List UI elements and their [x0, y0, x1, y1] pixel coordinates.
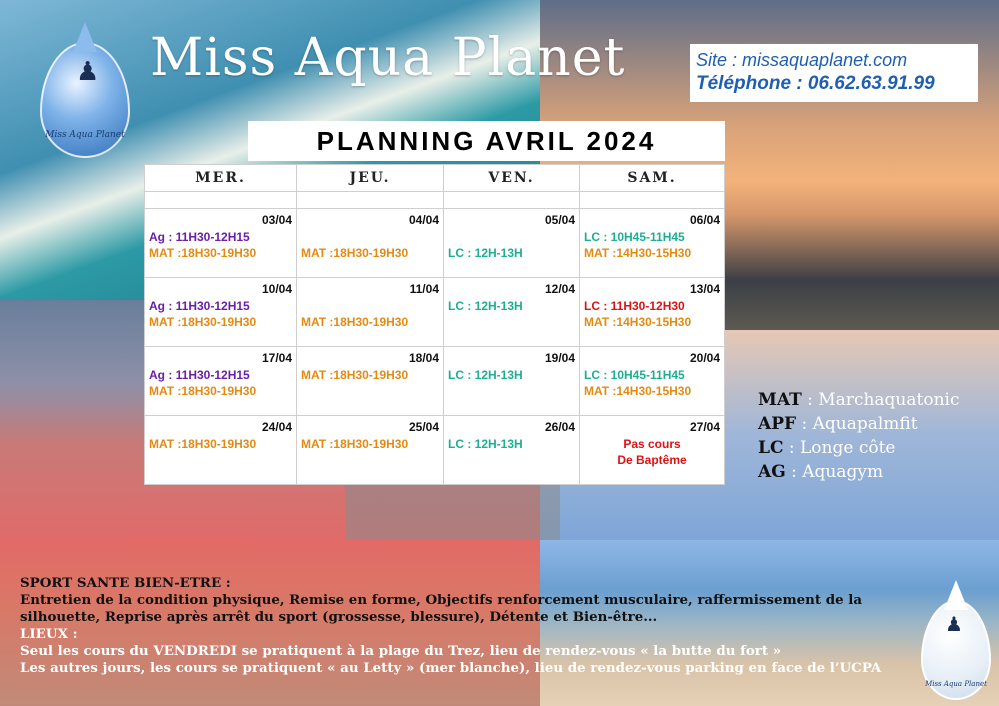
legend-abbr: LC — [758, 438, 784, 458]
separator-row — [145, 192, 725, 209]
day-cell — [297, 209, 444, 278]
legend-desc: : Aquapalmfit — [796, 414, 918, 434]
session-text: Ag : 11H30-12H15 — [149, 230, 250, 244]
cell-date: 24/04 — [261, 420, 292, 434]
legend-item — [758, 388, 959, 412]
day-cell — [145, 347, 297, 416]
session-text: LC : 12H-13H — [448, 368, 523, 382]
session-text: LC : 11H30-12H30 — [584, 299, 685, 313]
session-text — [448, 452, 575, 468]
session-text: Pas cours — [623, 437, 681, 451]
cell-date: 04/04 — [408, 213, 439, 227]
legend-abbr: AG — [758, 462, 786, 482]
cell-date: 03/04 — [261, 213, 292, 227]
day-cell — [297, 347, 444, 416]
legend-abbr: APF — [758, 414, 797, 434]
session-text: LC : 12H-13H — [448, 299, 523, 313]
session-text: MAT :14H30-15H30 — [584, 246, 692, 260]
cell-date: 10/04 — [261, 282, 292, 296]
legend-desc: : Marchaquatonic — [801, 390, 960, 410]
telephone-text[interactable]: Téléphone : 06.62.63.91.99 — [696, 73, 935, 94]
session-text: MAT :18H30-19H30 — [149, 384, 257, 398]
cell-date: 13/04 — [689, 282, 720, 296]
cell-date: 20/04 — [689, 351, 720, 365]
planning-calendar — [144, 164, 725, 485]
session-text — [301, 229, 439, 245]
session-text — [301, 452, 439, 468]
session-text: De Baptême — [617, 453, 687, 467]
day-header: MER. — [145, 165, 297, 192]
cell-date: 18/04 — [408, 351, 439, 365]
sport-heading: SPORT SANTE BIEN-ETRE : — [20, 575, 231, 591]
session-text — [301, 298, 439, 314]
day-cell — [580, 278, 725, 347]
day-cell — [580, 416, 725, 485]
cell-date: 26/04 — [544, 420, 575, 434]
planning-title: PLANNING AVRIL 2024 — [248, 121, 725, 161]
day-cell — [297, 278, 444, 347]
cell-date: 12/04 — [544, 282, 575, 296]
session-text: MAT :18H30-19H30 — [301, 368, 409, 382]
day-cell — [145, 278, 297, 347]
diver-figure-icon: ♟ — [945, 614, 963, 636]
day-header: JEU. — [297, 165, 444, 192]
session-text: MAT :18H30-19H30 — [149, 246, 257, 260]
logo-text: Miss Aqua Planet — [925, 680, 987, 688]
day-header: SAM. — [580, 165, 725, 192]
session-text — [448, 383, 575, 399]
day-cell — [444, 416, 580, 485]
lieux-line-2: Les autres jours, les cours se pratiquent « au Letty » (mer blanche), lieu de rendez-vous parking en face de l’UCPA — [20, 660, 882, 676]
cell-date: 11/04 — [409, 282, 439, 296]
lieux-heading: LIEUX : — [20, 626, 78, 642]
cell-date: 25/04 — [408, 420, 439, 434]
day-cell — [145, 416, 297, 485]
logo-text: Miss Aqua Planet — [45, 130, 125, 140]
week-row — [145, 209, 725, 278]
week-row — [145, 416, 725, 485]
legend-desc: : Aquagym — [785, 462, 884, 482]
session-text: MAT :18H30-19H30 — [149, 437, 257, 451]
session-text: MAT :18H30-19H30 — [149, 315, 257, 329]
cell-date: 06/04 — [689, 213, 720, 227]
site-text[interactable]: Site : missaquaplanet.com — [696, 50, 908, 70]
legend-abbr: MAT — [758, 390, 802, 410]
session-text: LC : 12H-13H — [448, 246, 523, 260]
day-cell — [580, 347, 725, 416]
day-cell — [297, 416, 444, 485]
day-cell — [145, 209, 297, 278]
week-row — [145, 347, 725, 416]
session-text: LC : 10H45-11H45 — [584, 230, 685, 244]
day-cell — [580, 209, 725, 278]
legend-desc: : Longe côte — [783, 438, 896, 458]
contact-box — [690, 44, 978, 102]
info-text — [20, 575, 900, 677]
session-text — [301, 383, 439, 399]
session-text: LC : 12H-13H — [448, 437, 523, 451]
cell-date: 19/04 — [544, 351, 575, 365]
session-text: LC : 10H45-11H45 — [584, 368, 685, 382]
legend — [758, 388, 959, 484]
week-row — [145, 278, 725, 347]
lieux-line-1: Seul les cours du VENDREDI se pratiquent à la plage du Trez, lieu de rendez-vous « la butte du fort » — [20, 643, 782, 659]
cell-date: 27/04 — [689, 420, 720, 434]
day-cell — [444, 347, 580, 416]
cell-date: 17/04 — [261, 351, 292, 365]
diver-figure-icon: ♟ — [76, 56, 100, 86]
session-text: MAT :18H30-19H30 — [301, 246, 409, 260]
session-text: Ag : 11H30-12H15 — [149, 299, 250, 313]
legend-item — [758, 436, 959, 460]
day-header: VEN. — [444, 165, 580, 192]
session-text: MAT :18H30-19H30 — [301, 315, 409, 329]
sport-text: Entretien de la condition physique, Remise en forme, Objectifs renforcement musculaire, raffermissement de la silhouette, Reprise après arrêt du sport (grossesse, blessure), Détente et Bien-être... — [20, 592, 863, 625]
legend-item — [758, 460, 959, 484]
session-text — [448, 229, 575, 245]
page-title: Miss Aqua Planet — [150, 28, 626, 88]
session-text: Ag : 11H30-12H15 — [149, 368, 250, 382]
day-cell — [444, 278, 580, 347]
cell-date: 05/04 — [544, 213, 575, 227]
session-text — [448, 314, 575, 330]
session-text: MAT :18H30-19H30 — [301, 437, 409, 451]
session-text — [149, 452, 292, 468]
legend-item — [758, 412, 959, 436]
session-text: MAT :14H30-15H30 — [584, 315, 692, 329]
day-cell — [444, 209, 580, 278]
session-text: MAT :14H30-15H30 — [584, 384, 692, 398]
